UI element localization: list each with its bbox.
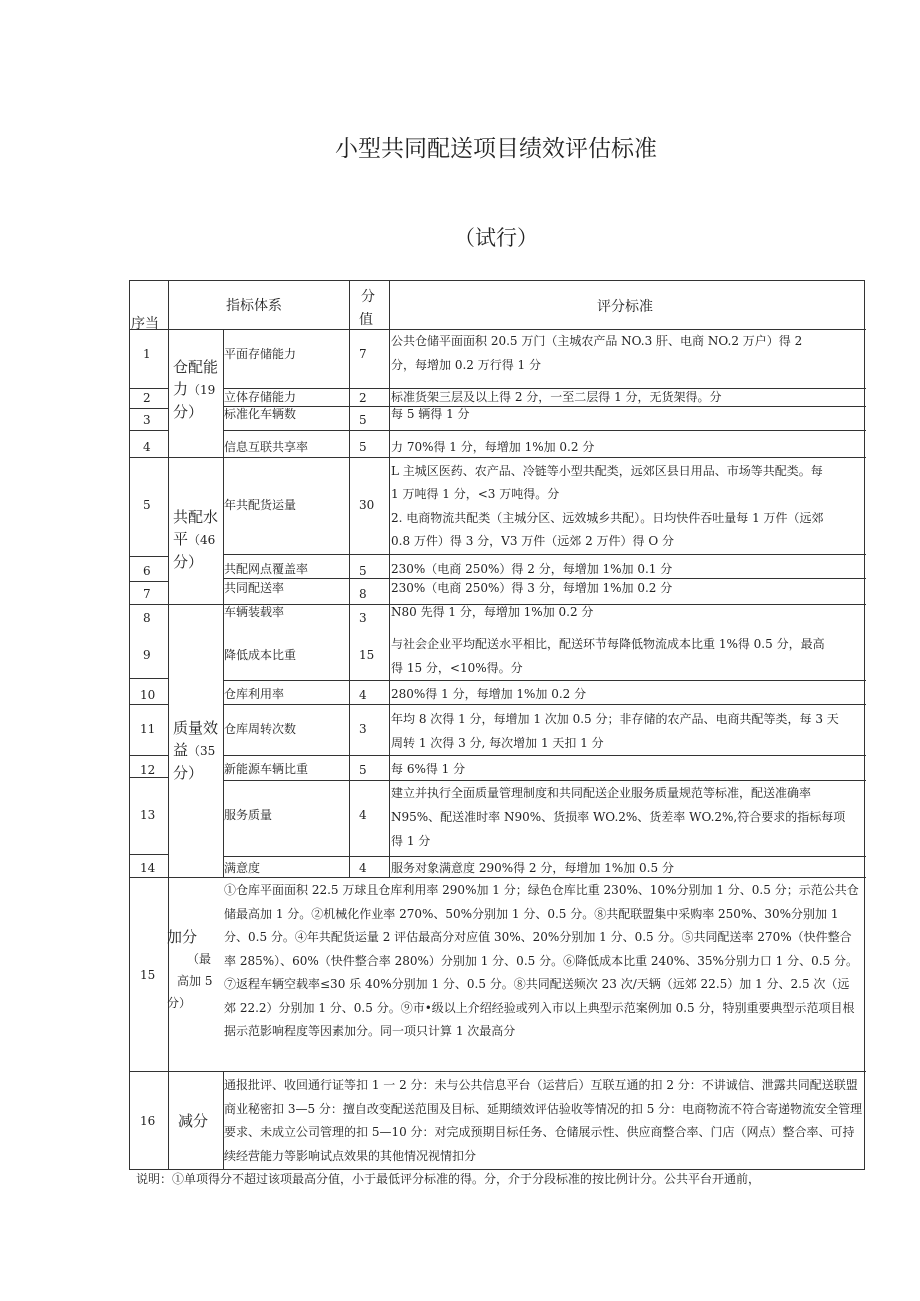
row-score: 4 [359,861,367,875]
row-no: 10 [140,688,156,702]
header-score-top: 分 [361,289,375,305]
row-criteria-line: 每 6%得 1 分 [391,762,466,776]
row-no: 7 [143,587,151,601]
row-no: 13 [140,808,156,822]
row-no: 16 [140,1114,156,1128]
row-criteria-line: 公共仓储平面面积 20.5 万门（主城农产品 NO.3 肝、电商 NO.2 万户）得 2 [391,334,803,348]
bonus-criteria: ①仓库平面面积 22.5 万球且仓库利用率 290%加 1 分；绿色仓库比重 230%、10%分别加 1 分、0.5 分；示范公共仓储最高加 1 分。②机械化作业率 270%、50%分别加 1 分、0.5 分。⑧共配联盟集中采购率 250%、30%分别加 1 分、0.5 分。④年共配货运量 2 评估最高分对应值 30%、20%分别加 1 分、0.5 分。⑤共同配送率 270%（快件整合率 285%）、60%（快件整合率 280%）分别加 1 分、0.5 分。⑥降低成本比重 240%、35%分别力口 1 分、0.5 分。⑦返程车辆空载率≤30 乐 40%分别加 1 分、0.5 分。⑧共同配送频次 23 次/天辆（远郊 22.5）加 1 分、2.5 次（远郊 22.2）分别加 1 分、0.5 分。⑨市•级以上介绍经验或列入市以上典型示范案例加 0.5 分，特别重要典型示范项目根据示范影响程度等因素加分。同一项只计算 1 次最高分 [224,883,859,1038]
row-criteria-line: 0.8 万件）得 3 分，V3 万件（远郊 2 万件）得 O 分 [391,534,675,548]
row-score: 2 [359,391,367,405]
row-criteria-line: 与社会企业平均配送水平相比，配送环节每降低物流成本比重 1%得 0.5 分，最高 [391,637,825,651]
row-no: 11 [140,722,156,736]
row-name: 车辆装载率 [224,605,285,619]
row-criteria-line: N80 先得 1 分，每增加 1%加 0.2 分 [391,605,594,619]
row-name: 满意度 [224,861,261,875]
header-criteria: 评分标准 [597,299,653,315]
row-criteria-line: 230%（电商 250%）得 3 分，每增加 1%加 0.2 分 [391,581,673,595]
row-criteria-line: 标准货架三层及以上得 2 分，一至二层得 1 分，无货架得。分 [391,390,722,404]
row-no: 12 [140,763,156,777]
row-criteria-line: 力 70%得 1 分，每增加 1%加 0.2 分 [391,440,595,454]
category-deduction: 减分 [178,1112,209,1130]
row-criteria-line: 280%得 1 分，每增加 1%加 0.2 分 [391,687,587,701]
row-no: 5 [143,498,151,512]
row-no: 3 [143,413,151,427]
category-co-delivery: 共配水 平（46 分） [173,508,219,571]
row-score: 15 [359,648,375,662]
row-no: 8 [143,611,151,625]
row-name: 共同配送率 [224,581,285,595]
row-score: 5 [359,763,367,777]
row-name: 标准化车辆数 [224,407,297,421]
row-no: 1 [143,347,151,361]
category-quality: 质量效 益（35 分） [173,719,219,782]
page-subtitle: （试行） [454,226,538,250]
row-name: 仓库周转次数 [224,722,297,736]
row-score: 4 [359,688,367,702]
row-score: 5 [359,440,367,454]
row-score: 30 [359,498,375,512]
row-name: 共配网点覆盖率 [224,562,309,576]
page-title: 小型共同配送项目绩效评估标准 [335,136,657,162]
header-indicator: 指标体系 [226,298,282,314]
row-score: 5 [359,413,367,427]
row-score: 3 [359,722,367,736]
row-name: 年共配货运量 [224,498,297,512]
row-criteria-line: 服务对象满意度 290%得 2 分，每增加 1%加 0.5 分 [391,861,674,875]
row-name: 服务质量 [224,808,273,822]
row-no: 15 [140,968,156,982]
header-seq: 序当 [131,316,159,332]
row-name: 新能源车辆比重 [224,762,309,776]
row-criteria-line: 2. 电商物流共配类（主城分区、远效城乡共配）。日均快件吞吐量每 1 万件（远郊 [391,511,824,525]
row-no: 9 [143,648,151,662]
row-criteria-line: 230%（电商 250%）得 2 分，每增加 1%加 0.1 分 [391,562,673,576]
category-bonus: 加分 （最 高加 5 分） [167,928,213,1010]
row-criteria-line: N95%、配送准时率 N90%、货损率 WO.2%、货差率 WO.2%,符合要求的指标每项 [391,810,846,824]
header-score-bottom: 值 [359,312,373,328]
row-criteria-line: 周转 1 次得 3 分, 每次增加 1 天扣 1 分 [391,736,604,750]
row-criteria-line: 建立并执行全面质量管理制度和共同配送企业服务质量规范等标准，配送准确率 [391,786,812,800]
row-name: 降低成本比重 [224,648,297,662]
row-score: 4 [359,808,367,822]
row-name: 立体存储能力 [224,390,297,404]
row-no: 6 [143,564,151,578]
footnote: 说明：①单项得分不超过该项最高分值，小于最低评分标准的得。分，介于分段标准的按比例计分。公共平台开通前， [136,1172,761,1186]
row-no: 14 [140,861,156,875]
row-no: 4 [143,440,151,454]
row-criteria-line: 得 1 分 [391,834,431,848]
row-score: 8 [359,587,367,601]
row-name: 仓库利用率 [224,687,285,701]
row-score: 5 [359,564,367,578]
row-criteria-line: 分，每增加 0.2 万行得 1 分 [391,358,541,372]
deduction-criteria: 通报批评、收回通行证等扣 1 一 2 分：未与公共信息平台（运营后）互联互通的扣 2 分：不讲诚信、泄露共同配送联盟商业秘密扣 3—5 分：擅自改变配送范围及目标、延期绩效评估验收等情况的扣 5 分：电商物流不符合寄递物流安全管理要求、未成立公司管理的扣 5—10 分：对完成预期目标任务、仓储展示性、供应商整合率、门店（网点）整合率、可持续经营能力等影响试点效果的其他情况视情扣分 [224,1078,863,1163]
row-criteria-line: 每 5 辆得 1 分 [391,407,470,421]
row-criteria-line: 1 万吨得 1 分，<3 万吨得。分 [391,487,560,501]
row-criteria-line: L 主城区医药、农产品、冷链等小型共配类，远郊区县日用品、市场等共配类。每 [391,464,823,478]
row-criteria-line: 年均 8 次得 1 分，每增加 1 次加 0.5 分；非存储的农产品、电商共配等类，每 3 天 [391,712,839,726]
row-no: 2 [143,391,151,405]
row-name: 信息互联共享率 [224,440,309,454]
row-name: 平面存储能力 [224,347,297,361]
row-score: 3 [359,611,367,625]
category-storage: 仓配能 力（19 分） [173,358,219,421]
row-score: 7 [359,347,367,361]
row-criteria-line: 得 15 分，<10%得。分 [391,661,523,675]
